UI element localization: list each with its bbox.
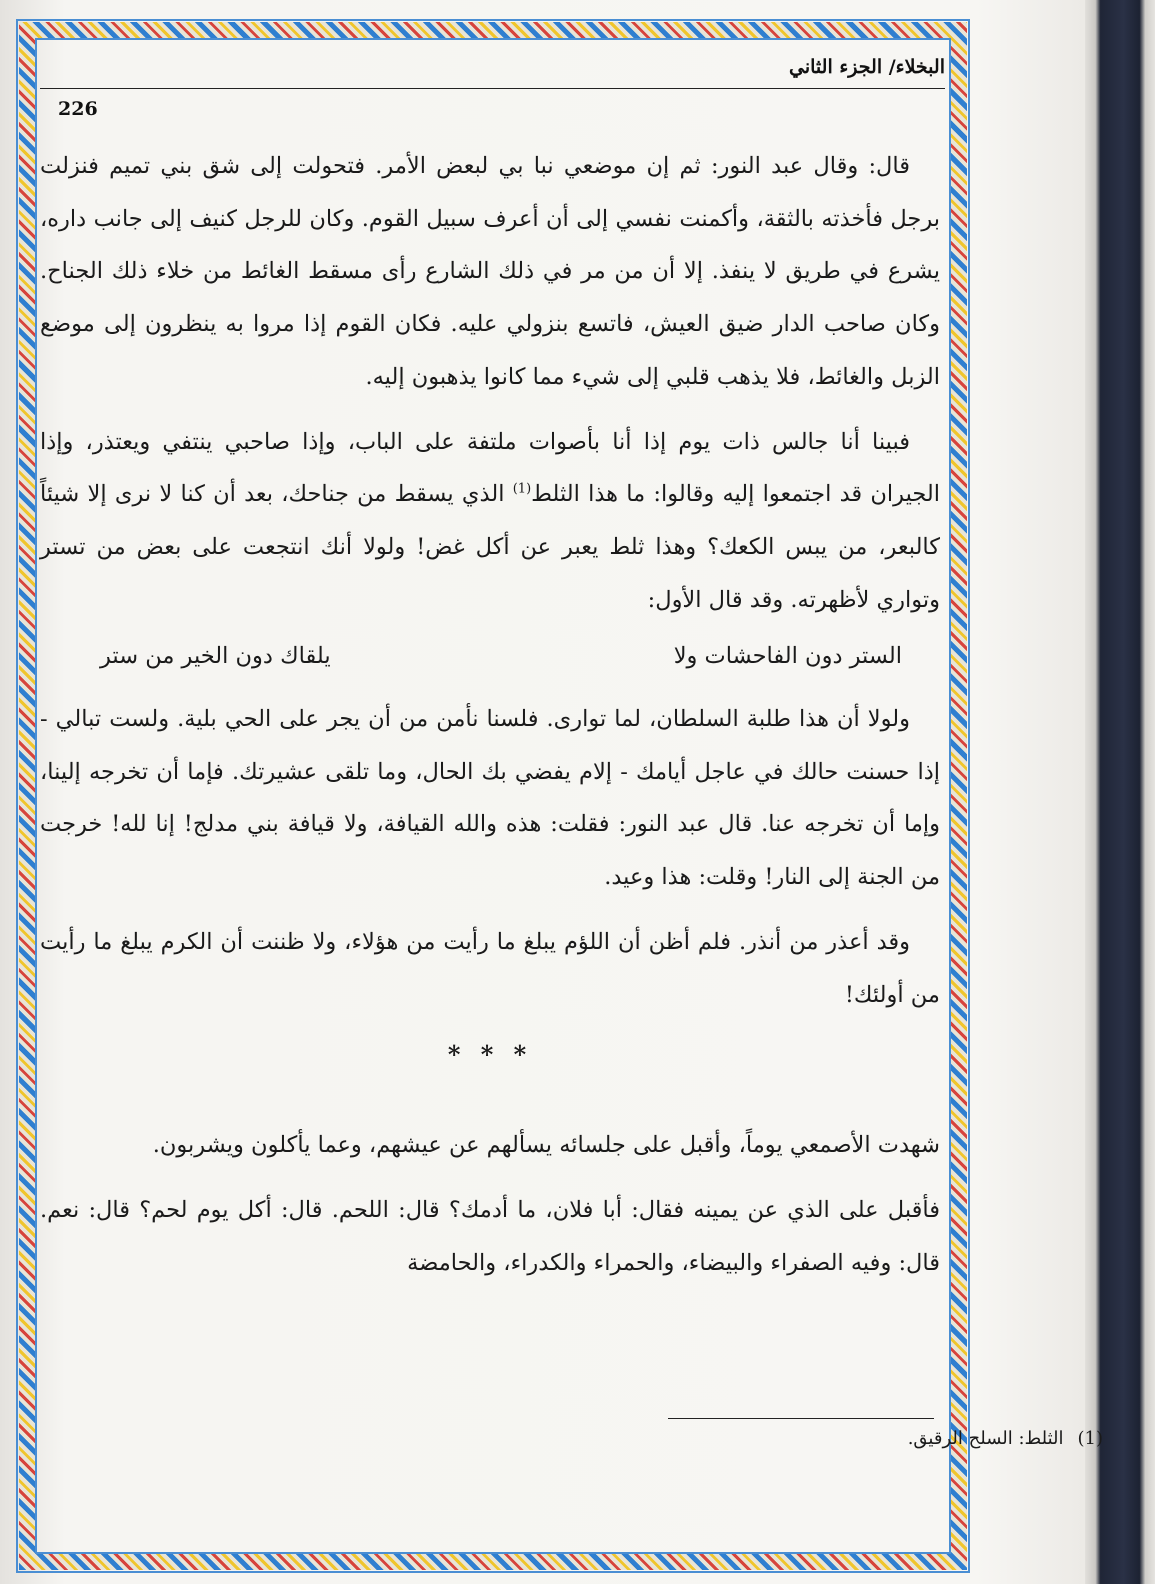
paragraph-4: وقد أعذر من أنذر. فلم أظن أن اللؤم يبلغ ما رأيت من هؤلاء، ولا ظننت أن الكرم يبلغ ما رأيت من أولئك! (40, 928, 940, 1008)
paragraph-1: قال: وقال عبد النور: ثم إن موضعي نبا بي لبعض الأمر. فتحولت إلى شق بني تميم فنزلت برجل فأخذته بالثقة، وأكمنت نفسي إلى أن أعرف سبيل القوم. وكان للرجل كنيف إلى جانب داره، يشرع في طريق لا ينفذ. إلا أن من مر في ذلك الشارع رأى مسقط الغائط من خلاء ذلك الجناح. وكان صاحب الدار ضيق العيش، فاتسع بنزولي عليه. فكان القوم إذا مروا به ينظرون إلى موضع الزبل والغائط، فلا يذهب قلبي إلى شيء مما كانوا يذهبون إليه. (40, 153, 940, 390)
footnote-reference: (1) (512, 481, 532, 497)
paragraph-2-part-2: الذي يسقط من جناحك، بعد أن كنا لا نرى إلا شيئاً كالبعر، من يبس الكعك؟ وهذا ثلط يعبر عن أكل غض! ولولا أنك انتجعت على بعض من تستر وتواري لأظهرته. وقد قال الأول: (40, 481, 940, 613)
header-rule (40, 88, 945, 89)
paragraph-2-part-1: فبينا أنا جالس ذات يوم إذا أنا بأصوات ملتفة على الباب، وإذا صاحبي ينتفي ويعتذر، وإذا الجيران قد اجتمعوا إليه وقالوا: ما هذا الثلط (40, 428, 940, 508)
book-spine (1085, 0, 1155, 1584)
footnote (908, 1428, 1103, 1449)
footnote-text: الثلط: السلح الرقيق. (907, 1428, 1064, 1449)
poetry-verse (40, 630, 940, 683)
running-title: البخلاء/ الجزء الثاني (789, 56, 945, 78)
paragraph-5: شهدت الأصمعي يوماً، وأقبل على جلسائه يسألهم عن عيشهم، وعما يأكلون ويشربون. (152, 1132, 940, 1159)
page-number: 226 (58, 98, 98, 120)
section-separator: * * * (447, 1040, 533, 1070)
footnote-number: (1) (1077, 1428, 1103, 1449)
paragraph-3: ولولا أن هذا طلبة السلطان، لما توارى. فلسنا نأمن من أن يجر على الحي بلية. ولست تبالي - إذا حسنت حالك في عاجل أيامك - إلام يفضي بك الحال، وما تلقى عشيرتك. فإما أن تخرجه إلينا، وإما أن تخرجه عنا. قال عبد النور: فقلت: هذه والله القيافة، ولا قيافة بني مدلج! إنا لله! خرجت من الجنة إلى النار! وقلت: هذا وعيد. (40, 706, 940, 891)
verse-second-hemistich: يلقاك دون الخير من ستر (100, 643, 331, 670)
page-body (40, 140, 940, 1289)
verse-first-hemistich: الستر دون الفاحشات ولا (673, 643, 902, 670)
paragraph-6: فأقبل على الذي عن يمينه فقال: أبا فلان، ما أدمك؟ قال: اللحم. قال: أكل يوم لحم؟ قال: نعم. قال: وفيه الصفراء والبيضاء، والحمراء والكدراء، والحامضة (40, 1196, 940, 1276)
footnote-rule (668, 1418, 934, 1419)
page-header (40, 44, 945, 122)
paragraph-2 (40, 416, 940, 627)
